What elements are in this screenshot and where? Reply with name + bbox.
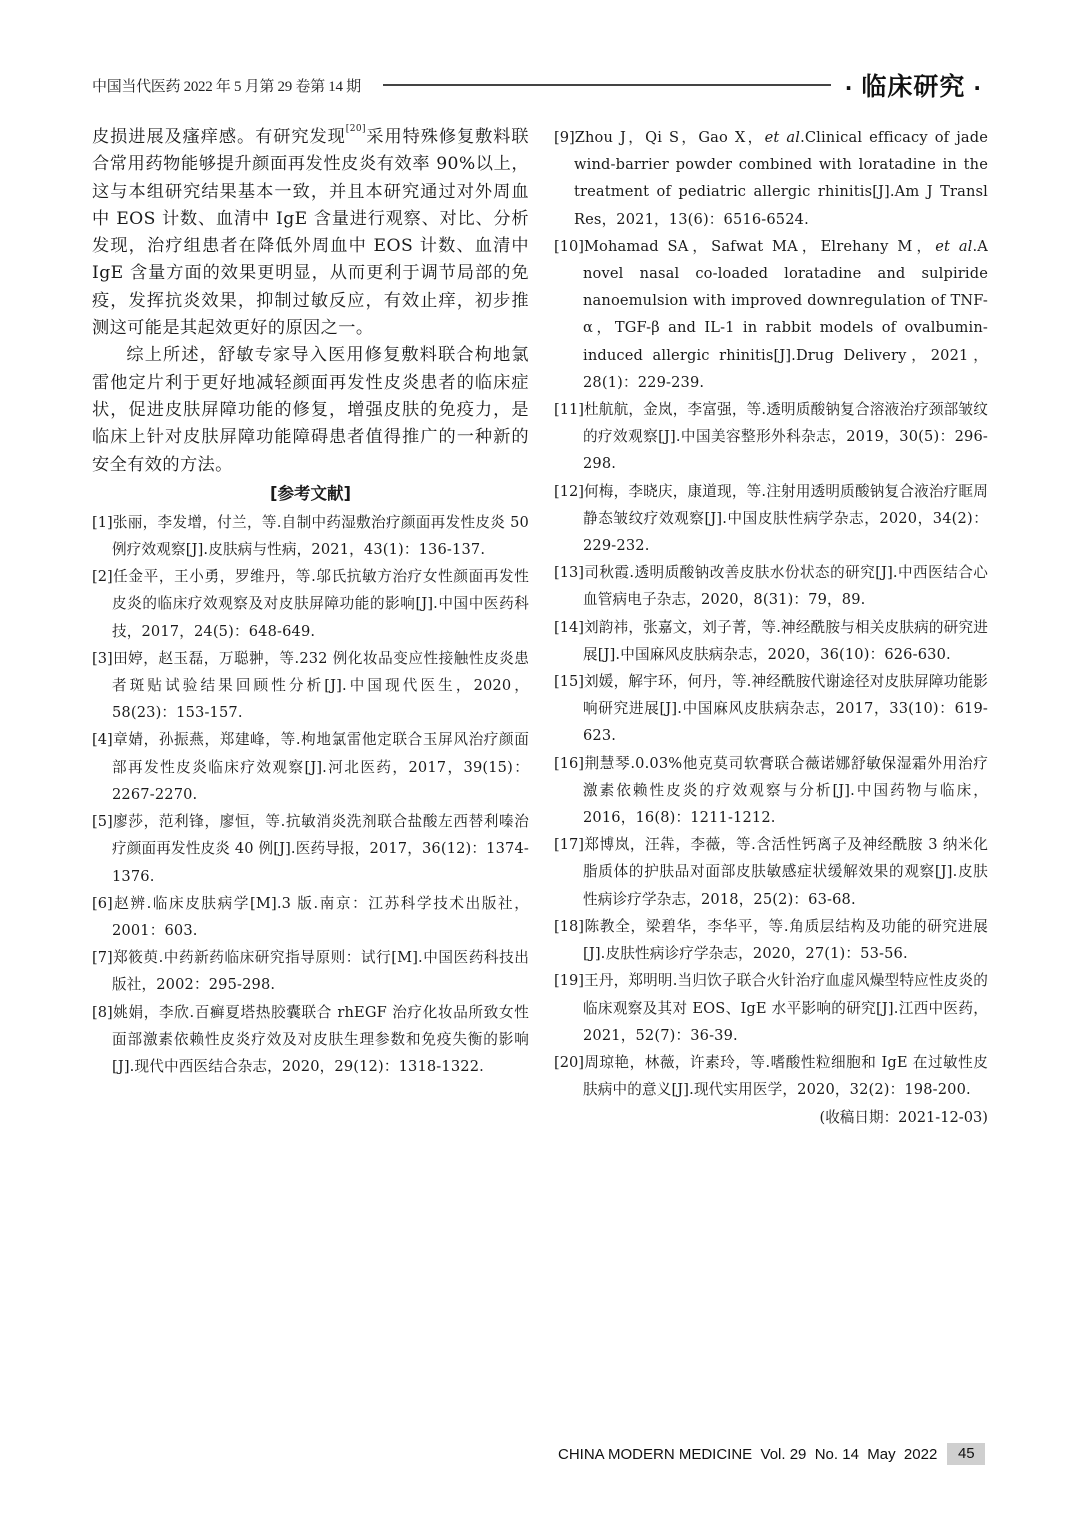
journal-english-label: CHINA MODERN MEDICINE Vol. 29 No. 14 May 2022 xyxy=(558,1445,938,1463)
page-number: 45 xyxy=(947,1443,985,1465)
reference-text: 张丽，李发增，付兰，等.自制中药湿敷治疗颜面再发性皮炎 50 例疗效观察[J].皮肤病与性病，2021，43(1)：136-137. xyxy=(112,513,529,559)
reference-number: [2] xyxy=(92,568,113,586)
reference-number: [9] xyxy=(554,129,575,146)
reference-number: [10] xyxy=(554,237,584,255)
reference-number: [7] xyxy=(92,949,113,967)
reference-text: 周琼艳，林薇，许素玲，等.嗜酸性粒细胞和 IgE 在过敏性皮肤病中的意义[J].现代实用医学，2020，32(2)：198-200. xyxy=(583,1053,988,1099)
reference-item xyxy=(92,726,529,808)
reference-item xyxy=(92,808,529,890)
reference-number: [13] xyxy=(554,564,584,582)
reference-number: [20] xyxy=(554,1053,584,1071)
reference-text: .A novel nasal co-loaded loratadine and sulpiride nanoemulsion with improved downregulation of TNF-α，TGF-β and IL-1 in rabbit models of ovalbumin-induced allergic rhinitis[J].Drug Delivery，2021，28(1)：229-239. xyxy=(583,237,988,391)
running-footer xyxy=(558,1441,985,1467)
reference-number: [19] xyxy=(554,972,584,990)
reference-text: 刘韵祎，张嘉文，刘子菁，等.神经酰胺与相关皮肤病的研究进展[J].中国麻风皮肤病杂志，2020，36(10)：626-630. xyxy=(583,618,988,663)
reference-item xyxy=(554,478,988,560)
reference-item xyxy=(92,890,529,944)
header-rule-divider xyxy=(383,84,831,86)
reference-text: 任金平，王小勇，罗维丹，等.邬氏抗敏方治疗女性颜面再发性皮炎的临床疗效观察及对皮肤屏障功能的影响[J].中国中医药科技，2017，24(5)：648-649. xyxy=(112,568,529,640)
reference-text: 郑筱萸.中药新药临床研究指导原则：试行[M].中国医药科技出版社，2002：295-298. xyxy=(112,949,529,994)
reference-item xyxy=(554,124,988,233)
reference-item xyxy=(554,967,988,1049)
reference-item xyxy=(554,614,988,668)
left-column xyxy=(92,124,529,1080)
reference-text: 田婷，赵玉磊，万聪翀，等.232 例化妆品变应性接触性皮炎患者斑贴试验结果回顾性分析[J].中国现代医生，2020，58(23)：153-157. xyxy=(112,649,529,722)
paragraph-text: 皮损进展及瘙痒感。有研究发现 xyxy=(92,127,346,147)
reference-item xyxy=(92,645,529,727)
reference-text: 杜航航，金岚，李富强，等.透明质酸钠复合溶液治疗颈部皱纹的疗效观察[J].中国美容整形外科杂志，2019，30(5)：296-298. xyxy=(583,401,988,473)
reference-text: 司秋霞.透明质酸钠改善皮肤水份状态的研究[J].中西医结合心血管病电子杂志，2020，8(31)：79，89. xyxy=(583,564,988,609)
conclusion-paragraph: 综上所述，舒敏专家导入医用修复敷料联合枸地氯雷他定片利于更好地减轻颜面再发性皮炎患者的临床症状，促进皮肤屏障功能的修复，增强皮肤的免疫力，是临床上针对皮肤屏障功能障碍患者值得推广的一种新的安全有效的方法。 xyxy=(92,345,529,475)
reference-number: [5] xyxy=(92,813,113,831)
citation-link[interactable]: [20] xyxy=(345,124,366,134)
reference-item xyxy=(554,396,988,478)
reference-text: Zhou J，Qi S，Gao X， xyxy=(574,129,765,146)
reference-et-al: et al xyxy=(935,237,973,255)
reference-text: 章婧，孙振燕，郑建峰，等.枸地氯雷他定联合玉屏风治疗颜面部再发性皮炎临床疗效观察[J].河北医药，2017，39(15)：2267-2270. xyxy=(112,731,529,803)
received-date: (收稿日期：2021-12-03) xyxy=(819,1109,988,1127)
reference-number: [11] xyxy=(554,401,584,419)
reference-item xyxy=(554,668,988,750)
reference-number: [15] xyxy=(554,673,584,691)
reference-text: 荆慧琴.0.03%他克莫司软膏联合薇诺娜舒敏保湿霜外用治疗激素依赖性皮炎的疗效观察与分析[J].中国药物与临床，2016，16(8)：1211-1212. xyxy=(583,754,988,827)
reference-text: Mohamad SA，Safwat MA，Elrehany M， xyxy=(583,237,936,255)
reference-number: [8] xyxy=(92,1003,113,1021)
reference-number: [1] xyxy=(92,513,113,531)
reference-item xyxy=(554,233,988,396)
reference-text: 何梅，李晓庆，康道现，等.注射用透明质酸钠复合液治疗眶周静态皱纹疗效观察[J].中国皮肤性病学杂志，2020，34(2)：229-232. xyxy=(583,482,988,555)
reference-number: [3] xyxy=(92,649,113,667)
section-title-text: 临床研究 xyxy=(861,72,966,101)
section-title xyxy=(837,67,990,103)
reference-text: 郑博岚，汪犇，李薇，等.含活性钙离子及神经酰胺 3 纳米化脂质体的护肤品对面部皮肤敏感症状缓解效果的观察[J].皮肤性病诊疗学杂志，2018，25(2)：63-68. xyxy=(583,836,988,908)
reference-et-al: et al xyxy=(764,129,801,146)
running-header xyxy=(92,70,990,100)
right-column xyxy=(554,124,988,1133)
bullet-dot-icon: · xyxy=(973,76,982,100)
reference-item xyxy=(92,563,529,645)
reference-item xyxy=(554,831,988,913)
reference-text: 廖莎，范利锋，廖恒，等.抗敏消炎洗剂联合盐酸左西替利嗪治疗颜面再发性皮炎 40 例[J].医药导报，2017，36(12)：1374-1376. xyxy=(112,813,529,885)
journal-issue-label: 中国当代医药 2022 年 5 月第 29 卷第 14 期 xyxy=(92,78,361,95)
reference-number: [18] xyxy=(554,917,584,935)
reference-item xyxy=(554,750,988,832)
reference-item xyxy=(554,559,988,613)
reference-item xyxy=(554,1049,988,1103)
reference-item xyxy=(92,509,529,563)
references-heading: [参考文献] xyxy=(269,483,352,503)
reference-text: 王丹，郑明明.当归饮子联合火针治疗血虚风燥型特应性皮炎的临床观察及其对 EOS、IgE 水平影响的研究[J].江西中医药，2021，52(7)：36-39. xyxy=(583,972,988,1044)
reference-item xyxy=(554,913,988,967)
reference-number: [16] xyxy=(554,754,584,772)
reference-text: 陈教全，梁碧华，李华平，等.角质层结构及功能的研究进展[J].皮肤性病诊疗学杂志，2020，27(1)：53-56. xyxy=(583,917,988,963)
reference-number: [14] xyxy=(554,618,584,636)
discussion-paragraph xyxy=(92,124,529,342)
reference-item xyxy=(92,999,529,1081)
paragraph-text: 采用特殊修复敷料联合常用药物能够提升颜面再发性皮炎有效率 90%以上，这与本组研究结果基本一致，并且本研究通过对外周血中 EOS 计数、血清中 IgE 含量进行观察、对比、分析发现，治疗组患者在降低外周血中 EOS 计数、血清中 IgE 含量方面的效果更明显，从而更利于调节局部的免疫，发挥抗炎效果，抑制过敏反应，有效止痒，初步推测这可能是其起效更好的原因之一。 xyxy=(92,127,529,339)
reference-item xyxy=(92,944,529,998)
reference-text: 刘媛，解宇环，何丹，等.神经酰胺代谢途径对皮肤屏障功能影响研究进展[J].中国麻风皮肤病杂志，2017，33(10)：619-623. xyxy=(583,673,988,745)
reference-text: 姚娟，李欣.百癣夏塔热胶囊联合 rhEGF 治疗化妆品所致女性面部激素依赖性皮炎疗效及对皮肤生理参数和免疫失衡的影响[J].现代中西医结合杂志，2020，29(12)：1318-1322. xyxy=(112,1003,529,1075)
reference-text: 赵辨.临床皮肤病学[M].3 版.南京：江苏科学技术出版社，2001：603. xyxy=(112,894,529,939)
bullet-dot-icon: · xyxy=(844,76,854,100)
reference-number: [17] xyxy=(554,836,584,854)
reference-text: .Clinical efficacy of jade wind-barrier powder combined with loratadine in the treatment of pediatric allergic rhinitis[J].Am J Transl Res，2021，13(6)：6516-6524. xyxy=(574,129,989,228)
reference-number: [4] xyxy=(92,731,113,749)
reference-number: [12] xyxy=(554,482,584,500)
reference-number: [6] xyxy=(92,894,113,912)
